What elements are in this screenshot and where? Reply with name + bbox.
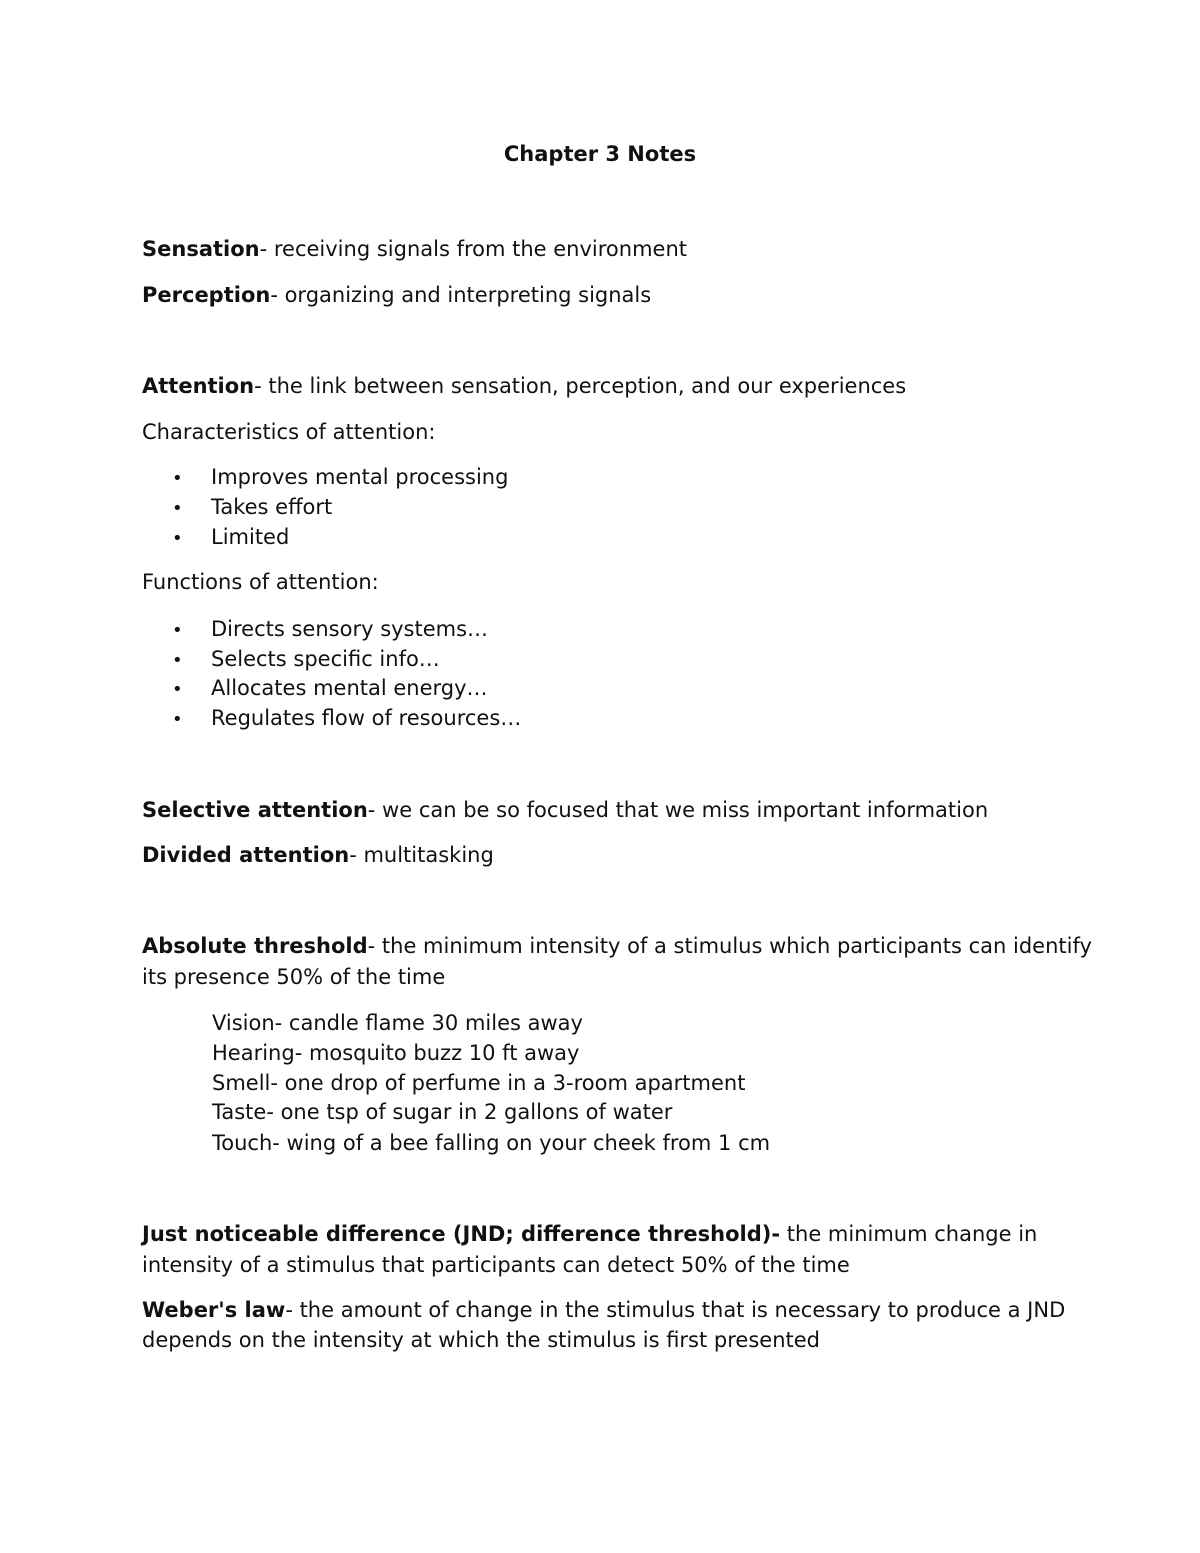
absolute-threshold-term: Absolute threshold xyxy=(142,934,368,958)
jnd-entry xyxy=(142,1219,1037,1249)
example-item: Touch- wing of a bee falling on your cheek from 1 cm xyxy=(212,1131,771,1155)
divided-attention-term: Divided attention xyxy=(142,843,350,867)
webers-law-definition-cont: depends on the intensity at which the stimulus is first presented xyxy=(142,1328,820,1352)
list-item xyxy=(172,614,488,646)
bullet-icon: • xyxy=(172,650,183,671)
bullet-icon: • xyxy=(172,498,183,519)
example-item: Smell- one drop of perfume in a 3-room apartment xyxy=(212,1071,746,1095)
absolute-threshold-definition-cont: its presence 50% of the time xyxy=(142,965,446,989)
list-item-text: Improves mental processing xyxy=(211,465,509,489)
sensation-definition: - receiving signals from the environment xyxy=(259,237,687,261)
webers-law-entry xyxy=(142,1295,1065,1325)
list-item xyxy=(172,492,332,524)
list-item-text: Allocates mental energy… xyxy=(211,676,488,700)
list-item xyxy=(172,522,289,554)
example-item: Hearing- mosquito buzz 10 ft away xyxy=(212,1041,580,1065)
attention-definition: - the link between sensation, perception, and our experiences xyxy=(254,374,907,398)
webers-law-definition: - the amount of change in the stimulus that is necessary to produce a JND xyxy=(285,1298,1066,1322)
list-item xyxy=(172,462,508,494)
selective-attention-entry xyxy=(142,795,988,825)
functions-heading: Functions of attention: xyxy=(142,570,379,594)
example-item: Vision- candle flame 30 miles away xyxy=(212,1011,583,1035)
list-item xyxy=(172,703,521,735)
list-item xyxy=(172,644,440,676)
list-item-text: Regulates flow of resources… xyxy=(211,706,522,730)
jnd-term: Just noticeable difference (JND; difference threshold)- xyxy=(142,1222,781,1246)
webers-law-term: Weber's law xyxy=(142,1298,286,1322)
bullet-icon: • xyxy=(172,468,183,489)
example-item: Taste- one tsp of sugar in 2 gallons of water xyxy=(212,1100,673,1124)
selective-attention-definition: - we can be so focused that we miss important information xyxy=(367,798,989,822)
bullet-icon: • xyxy=(172,709,183,730)
selective-attention-term: Selective attention xyxy=(142,798,368,822)
list-item-text: Directs sensory systems… xyxy=(211,617,489,641)
bullet-icon: • xyxy=(172,528,183,549)
attention-entry xyxy=(142,371,906,401)
list-item xyxy=(172,673,488,705)
absolute-threshold-entry xyxy=(142,931,1092,961)
perception-definition: - organizing and interpreting signals xyxy=(270,283,652,307)
perception-term: Perception xyxy=(142,283,271,307)
perception-entry xyxy=(142,280,651,310)
sensation-term: Sensation xyxy=(142,237,260,261)
bullet-icon: • xyxy=(172,679,183,700)
jnd-definition: the minimum change in xyxy=(780,1222,1038,1246)
list-item-text: Limited xyxy=(211,525,290,549)
list-item-text: Takes effort xyxy=(211,495,333,519)
absolute-threshold-definition: - the minimum intensity of a stimulus which participants can identify xyxy=(367,934,1092,958)
divided-attention-definition: - multitasking xyxy=(349,843,494,867)
jnd-definition-cont: intensity of a stimulus that participants can detect 50% of the time xyxy=(142,1253,850,1277)
divided-attention-entry xyxy=(142,840,494,870)
characteristics-heading: Characteristics of attention: xyxy=(142,420,436,444)
bullet-icon: • xyxy=(172,620,183,641)
page-title: Chapter 3 Notes xyxy=(503,142,697,166)
attention-term: Attention xyxy=(142,374,255,398)
sensation-entry xyxy=(142,234,687,264)
list-item-text: Selects specific info… xyxy=(211,647,440,671)
